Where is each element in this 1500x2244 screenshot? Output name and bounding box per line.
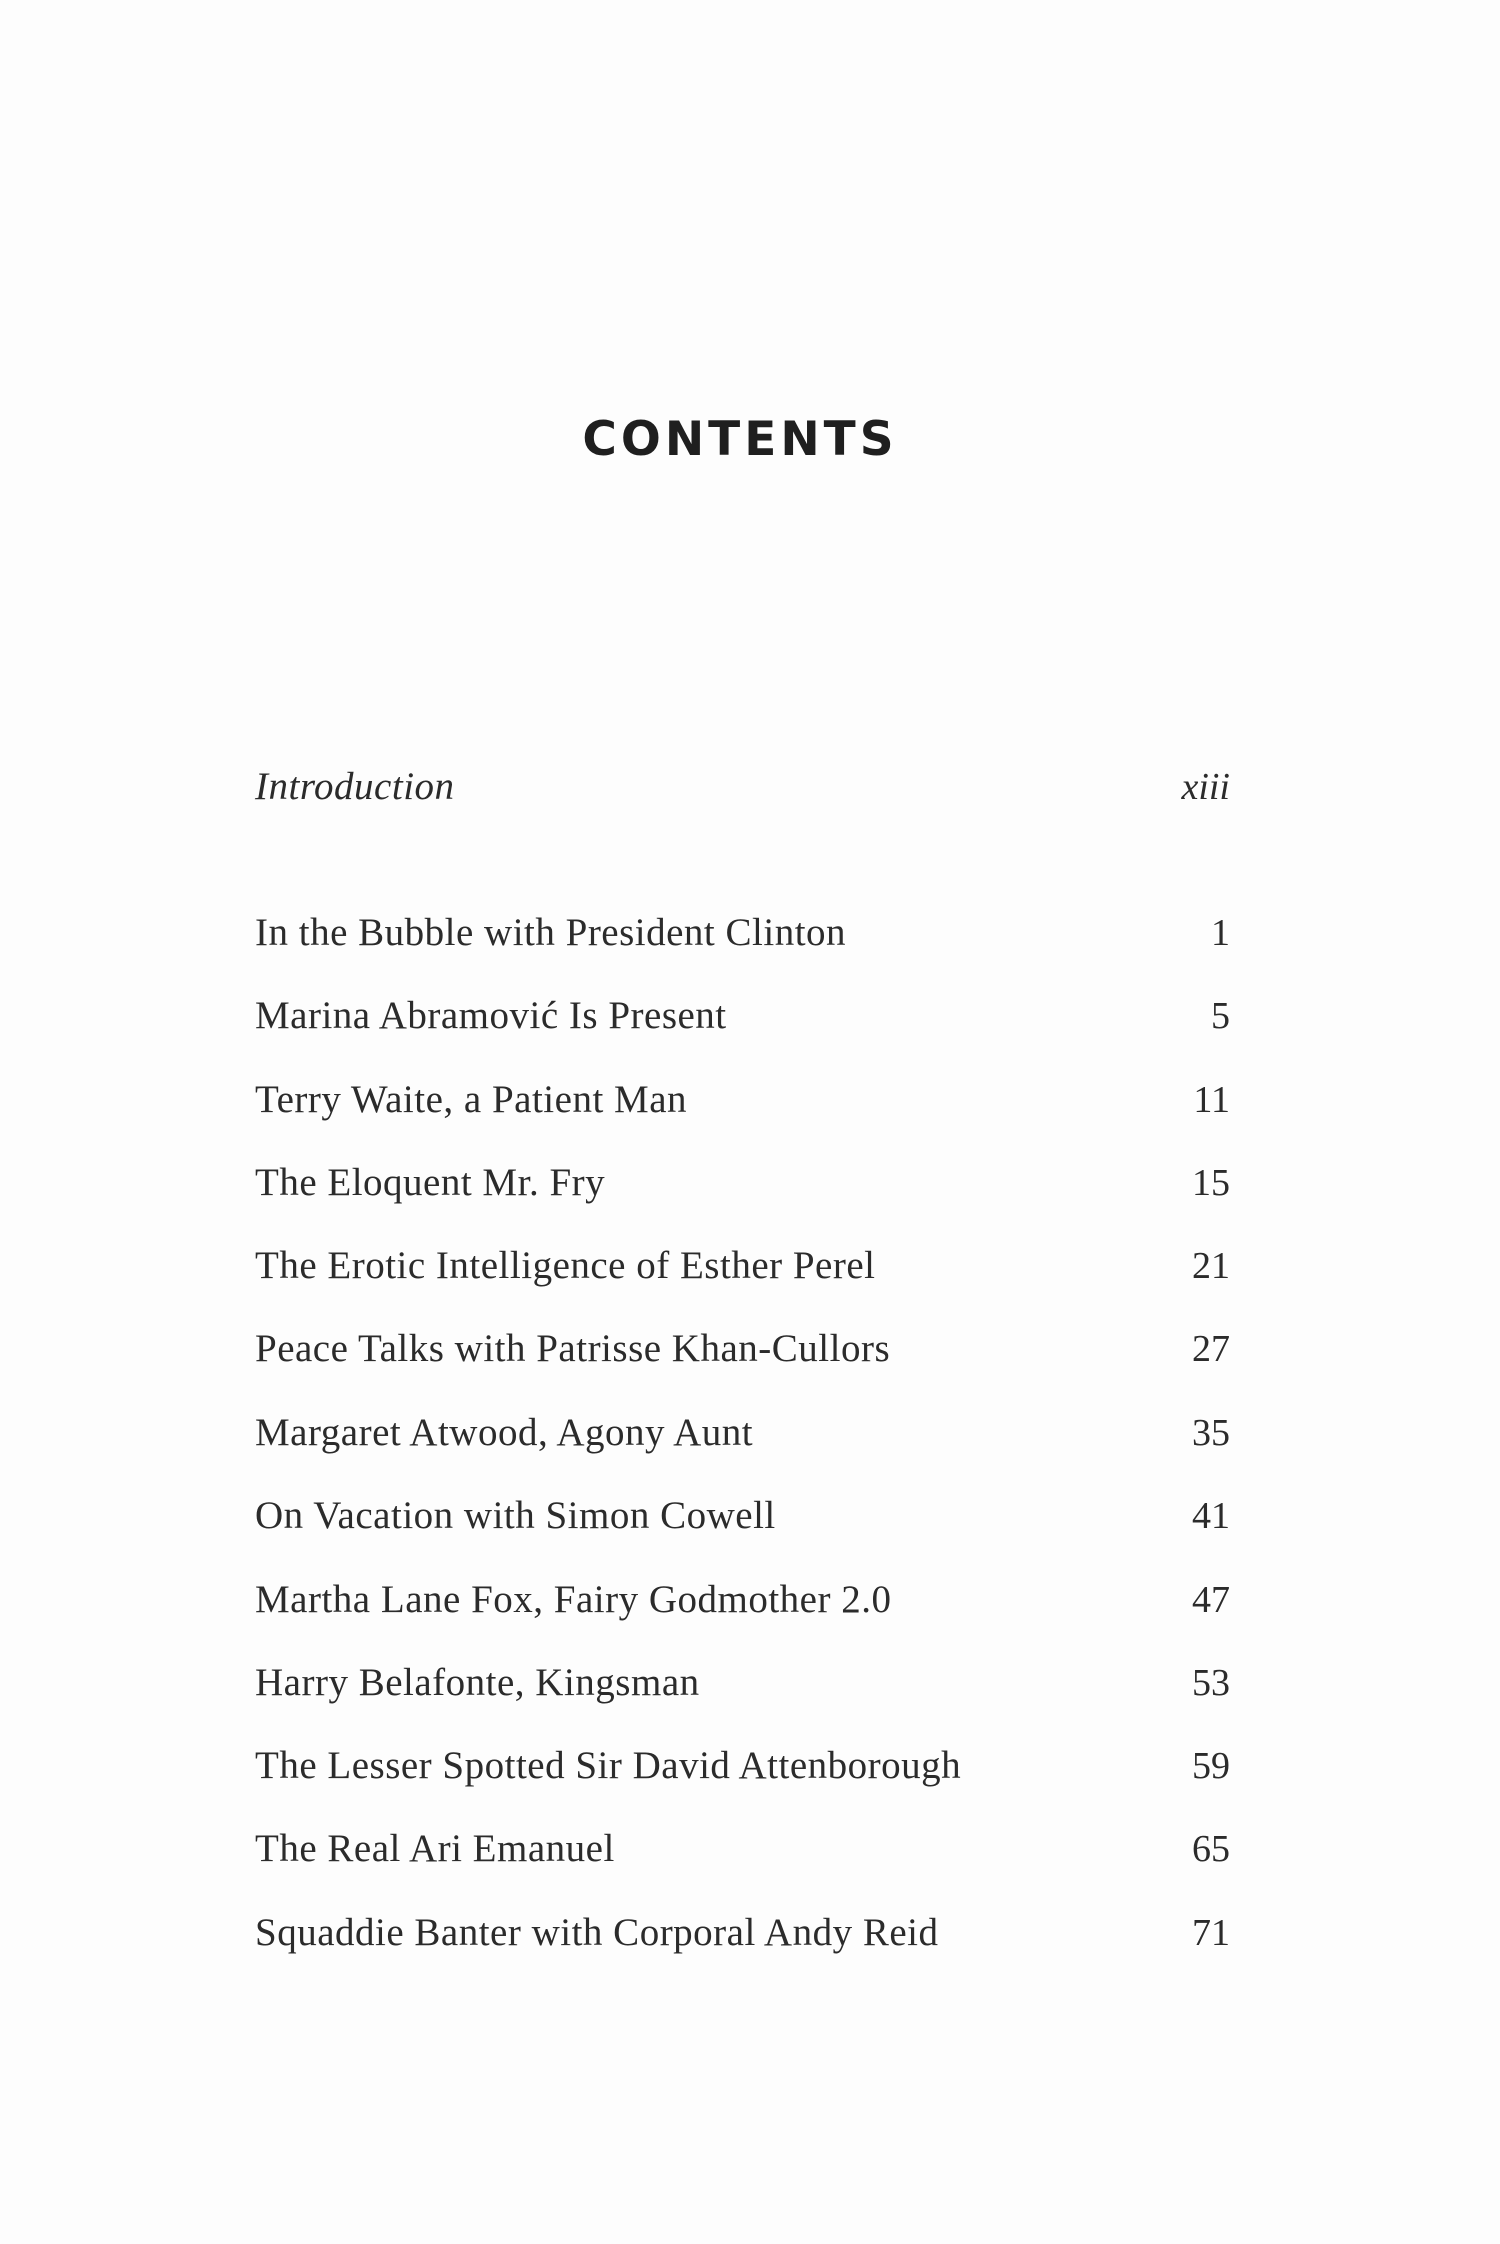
toc-entry [255, 1819, 1230, 1879]
toc-entry [255, 903, 1230, 963]
toc-entry-title: Squaddie Banter with Corporal Andy Reid [255, 1911, 939, 1954]
toc-entry-title: The Eloquent Mr. Fry [255, 1161, 606, 1204]
toc-entry-title: Introduction [255, 765, 455, 808]
toc-entry-page: 47 [1192, 1579, 1230, 1621]
toc-entry-page: 71 [1192, 1912, 1230, 1954]
toc-entry-title: On Vacation with Simon Cowell [255, 1494, 776, 1537]
toc-entry [255, 1153, 1230, 1213]
toc-entry-title: Harry Belafonte, Kingsman [255, 1661, 700, 1704]
toc-entry [255, 1070, 1230, 1130]
toc-entry-page: 27 [1192, 1328, 1230, 1370]
toc-entry-page: 15 [1192, 1162, 1230, 1204]
toc-entry-title: Peace Talks with Patrisse Khan-Cullors [255, 1327, 891, 1370]
toc-entry-page: 65 [1192, 1828, 1230, 1870]
toc-entry-page: 41 [1192, 1495, 1230, 1537]
toc-entry [255, 1236, 1230, 1296]
toc-entry-title: Margaret Atwood, Agony Aunt [255, 1411, 754, 1454]
toc-entry-page: 21 [1192, 1245, 1230, 1287]
toc-entry-page: 59 [1192, 1745, 1230, 1787]
toc-entry [255, 986, 1230, 1046]
page-title: CONTENTS [582, 412, 898, 467]
toc-entry-page: xiii [1181, 766, 1230, 808]
toc-entry-page: 1 [1211, 912, 1230, 954]
toc-entry-title: Martha Lane Fox, Fairy Godmother 2.0 [255, 1578, 892, 1621]
toc-entry-page: 5 [1211, 995, 1230, 1037]
toc-entry-title: The Lesser Spotted Sir David Attenborough [255, 1744, 962, 1787]
toc-entry-introduction [255, 757, 1230, 817]
toc-entry [255, 1736, 1230, 1796]
toc-entry-title: The Real Ari Emanuel [255, 1827, 615, 1870]
toc-entry [255, 1319, 1230, 1379]
toc-entry [255, 1653, 1230, 1713]
toc-entry-page: 53 [1192, 1662, 1230, 1704]
toc-entry-title: The Erotic Intelligence of Esther Perel [255, 1244, 876, 1287]
toc-entry-title: Terry Waite, a Patient Man [255, 1078, 688, 1121]
toc-entry [255, 1570, 1230, 1630]
toc-entry-title: Marina Abramović Is Present [255, 994, 727, 1037]
toc-entry [255, 1486, 1230, 1546]
toc-entry-title: In the Bubble with President Clinton [255, 911, 847, 954]
toc-entry-page: 11 [1193, 1079, 1230, 1121]
toc-entry-page: 35 [1192, 1412, 1230, 1454]
toc-entry [255, 1903, 1230, 1963]
toc-entry [255, 1403, 1230, 1463]
table-of-contents [255, 0, 1230, 2244]
